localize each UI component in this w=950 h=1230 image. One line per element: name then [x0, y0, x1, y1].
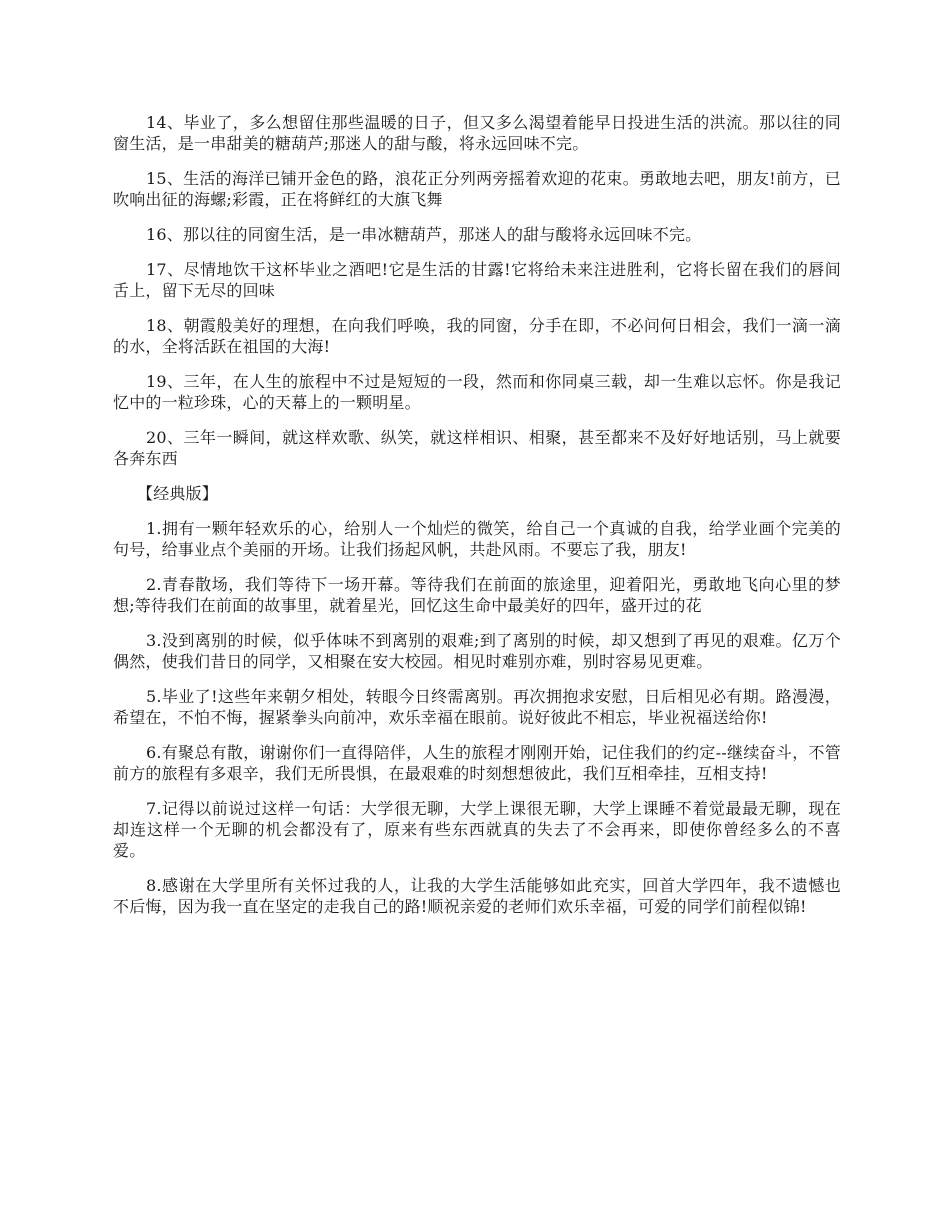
paragraph-17: 17、尽情地饮干这杯毕业之酒吧!它是生活的甘露!它将给未来注进胜利，它将长留在我们的唇间舌上，留下无尽的回味 [113, 260, 841, 300]
section-heading-classic: 【经典版】 [137, 484, 219, 503]
classic-paragraph-6: 6.有聚总有散，谢谢你们一直得陪伴，人生的旅程才刚刚开始，记住我们的约定--继续奋斗，不管前方的旅程有多艰辛，我们无所畏惧，在最艰难的时刻想想彼此，我们互相牵挂，互相支持! [113, 743, 841, 783]
classic-paragraph-3: 3.没到离别的时候，似乎体味不到离别的艰难;到了离别的时候，却又想到了再见的艰难。亿万个偶然，使我们昔日的同学，又相聚在安大校园。相见时难别亦难，别时容易见更难。 [113, 631, 841, 671]
classic-paragraph-8: 8.感谢在大学里所有关怀过我的人，让我的大学生活能够如此充实，回首大学四年，我不遗憾也不后悔，因为我一直在坚定的走我自己的路!顺祝亲爱的老师们欢乐幸福，可爱的同学们前程似锦! [113, 876, 841, 916]
paragraph-18: 18、朝霞般美好的理想，在向我们呼唤，我的同窗，分手在即，不必问何日相会，我们一滴一滴的水，全将活跃在祖国的大海! [113, 316, 841, 356]
classic-paragraph-5: 5.毕业了!这些年来朝夕相处，转眼今日终需离别。再次拥抱求安慰，日后相见必有期。路漫漫，希望在，不怕不悔，握紧拳头向前冲，欢乐幸福在眼前。说好彼此不相忘，毕业祝福送给你! [113, 687, 841, 727]
classic-paragraph-1: 1.拥有一颗年轻欢乐的心，给别人一个灿烂的微笑，给自己一个真诚的自我，给学业画个完美的句号，给事业点个美丽的开场。让我们扬起风帆，共赴风雨。不要忘了我，朋友! [113, 519, 841, 559]
paragraph-15: 15、生活的海洋已铺开金色的路，浪花正分列两旁摇着欢迎的花束。勇敢地去吧，朋友!前方，已吹响出征的海螺;彩霞，正在将鲜红的大旗飞舞 [113, 169, 841, 209]
classic-paragraph-2: 2.青春散场，我们等待下一场开幕。等待我们在前面的旅途里，迎着阳光，勇敢地飞向心里的梦想;等待我们在前面的故事里，就着星光，回忆这生命中最美好的四年，盛开过的花 [113, 575, 841, 615]
document-body [113, 112, 841, 931]
classic-paragraph-7: 7.记得以前说过这样一句话：大学很无聊，大学上课很无聊，大学上课睡不着觉最最无聊，现在却连这样一个无聊的机会都没有了，原来有些东西就真的失去了不会再来，即使你曾经多么的不喜爱。 [113, 799, 841, 860]
paragraph-20: 20、三年一瞬间，就这样欢歌、纵笑，就这样相识、相聚，甚至都来不及好好地话别，马上就要各奔东西 [113, 428, 841, 468]
paragraph-19: 19、三年，在人生的旅程中不过是短短的一段，然而和你同桌三载，却一生难以忘怀。你是我记忆中的一粒珍珠，心的天幕上的一颗明星。 [113, 372, 841, 412]
paragraph-16: 16、那以往的同窗生活，是一串冰糖葫芦，那迷人的甜与酸将永远回味不完。 [146, 225, 702, 244]
paragraph-14: 14、毕业了，多么想留住那些温暖的日子，但又多么渴望着能早日投进生活的洪流。那以往的同窗生活，是一串甜美的糖葫芦;那迷人的甜与酸，将永远回味不完。 [113, 113, 841, 153]
